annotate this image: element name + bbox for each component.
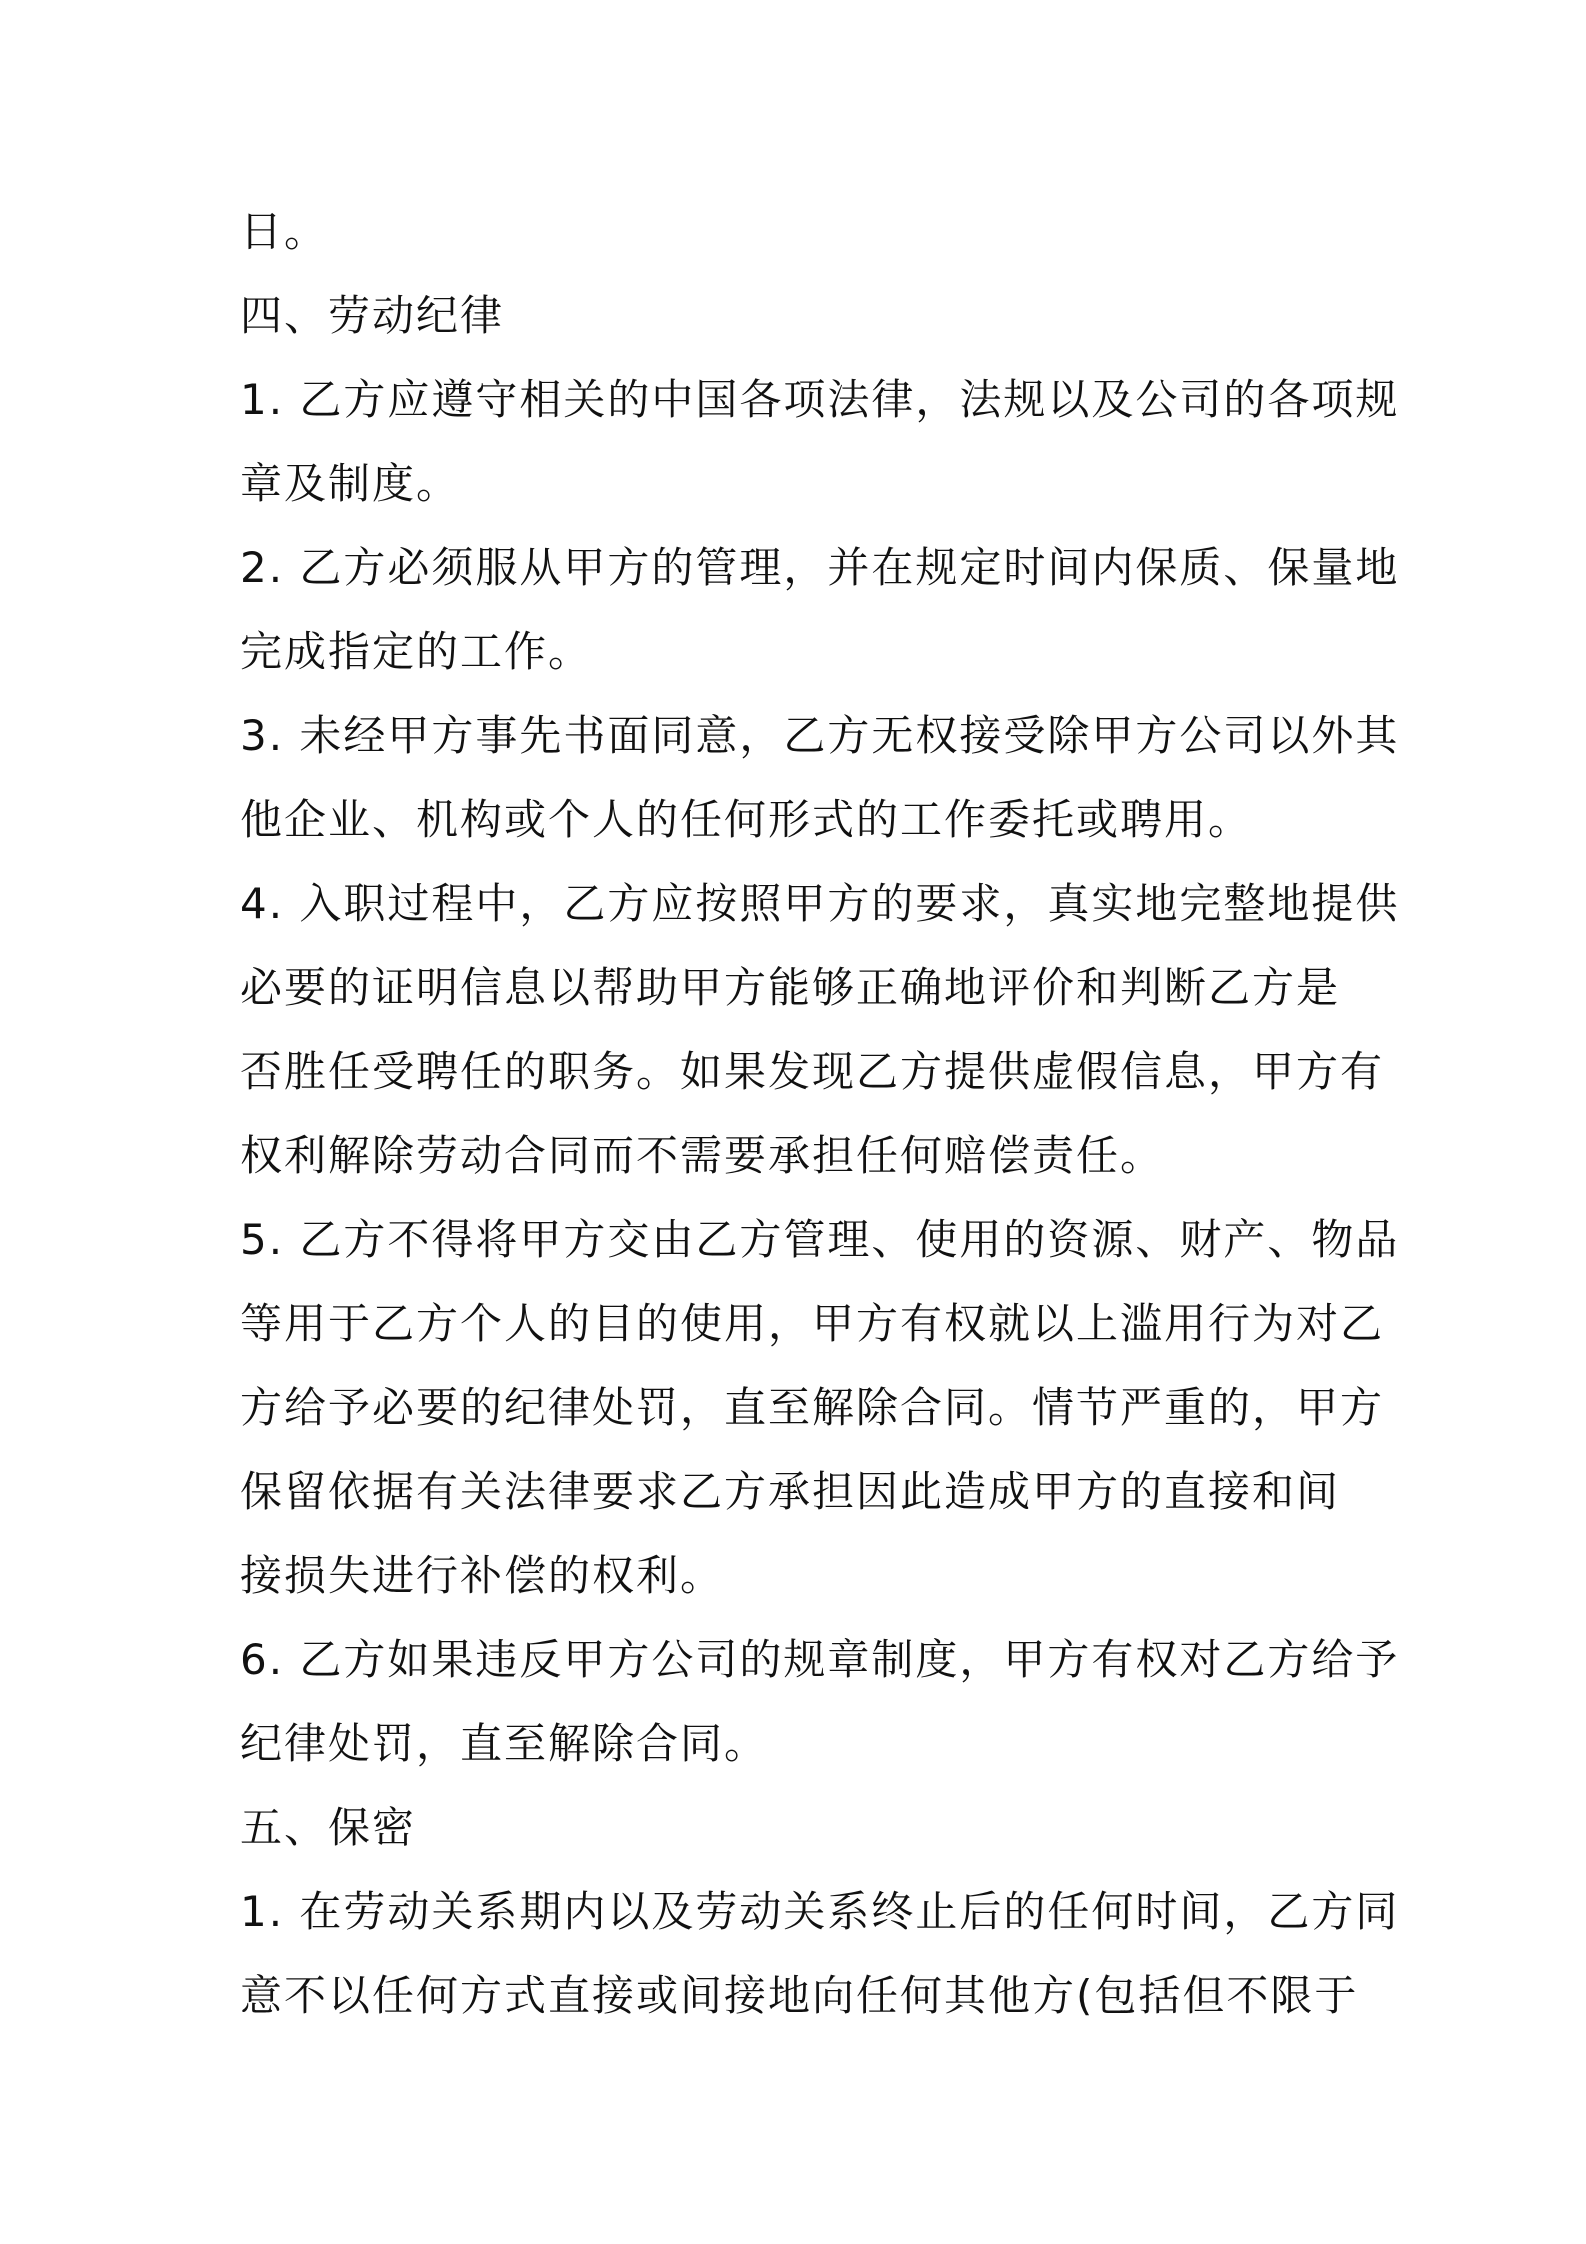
text-line: 方给予必要的纪律处罚，直至解除合同。情节严重的，甲方 (240, 1383, 1385, 1432)
text-line: 5. 乙方不得将甲方交由乙方管理、使用的资源、财产、物品 (240, 1215, 1400, 1264)
clause-4-4 (240, 862, 1400, 1198)
section-heading: 四、劳动纪律 (240, 291, 505, 340)
text-line: 章及制度。 (240, 459, 461, 508)
text-line: 1. 在劳动关系期内以及劳动关系终止后的任何时间，乙方同 (240, 1887, 1400, 1936)
text-line: 接损失进行补偿的权利。 (240, 1551, 725, 1600)
paragraph-date-end (240, 190, 1360, 274)
section-heading-labor-discipline (240, 274, 1360, 358)
text-line: 必要的证明信息以帮助甲方能够正确地评价和判断乙方是 (240, 963, 1341, 1012)
text-line: 4. 入职过程中，乙方应按照甲方的要求，真实地完整地提供 (240, 879, 1400, 928)
section-heading-confidentiality (240, 1786, 1360, 1870)
text-line: 意不以任何方式直接或间接地向任何其他方(包括但不限于 (240, 1971, 1359, 2020)
text-line: 保留依据有关法律要求乙方承担因此造成甲方的直接和间 (240, 1467, 1341, 1516)
clause-4-2 (240, 526, 1400, 694)
clause-4-6 (240, 1618, 1400, 1786)
text-line: 权利解除劳动合同而不需要承担任何赔偿责任。 (240, 1131, 1165, 1180)
text-line: 1. 乙方应遵守相关的中国各项法律，法规以及公司的各项规 (240, 375, 1400, 424)
text-line: 纪律处罚，直至解除合同。 (240, 1719, 769, 1768)
text-line: 他企业、机构或个人的任何形式的工作委托或聘用。 (240, 795, 1253, 844)
section-heading: 五、保密 (240, 1803, 417, 1852)
text-line: 否胜任受聘任的职务。如果发现乙方提供虚假信息，甲方有 (240, 1047, 1385, 1096)
text-line: 完成指定的工作。 (240, 627, 593, 676)
clause-4-5 (240, 1198, 1400, 1618)
clause-5-1 (240, 1870, 1400, 2038)
clause-4-3 (240, 694, 1400, 862)
text-line: 3. 未经甲方事先书面同意，乙方无权接受除甲方公司以外其 (240, 711, 1400, 760)
clause-4-1 (240, 358, 1400, 526)
text-line: 等用于乙方个人的目的使用，甲方有权就以上滥用行为对乙 (240, 1299, 1385, 1348)
text-line: 日。 (240, 207, 329, 256)
text-line: 6. 乙方如果违反甲方公司的规章制度，甲方有权对乙方给予 (240, 1635, 1400, 1684)
text-line: 2. 乙方必须服从甲方的管理，并在规定时间内保质、保量地 (240, 543, 1400, 592)
document-page (240, 190, 1400, 2038)
